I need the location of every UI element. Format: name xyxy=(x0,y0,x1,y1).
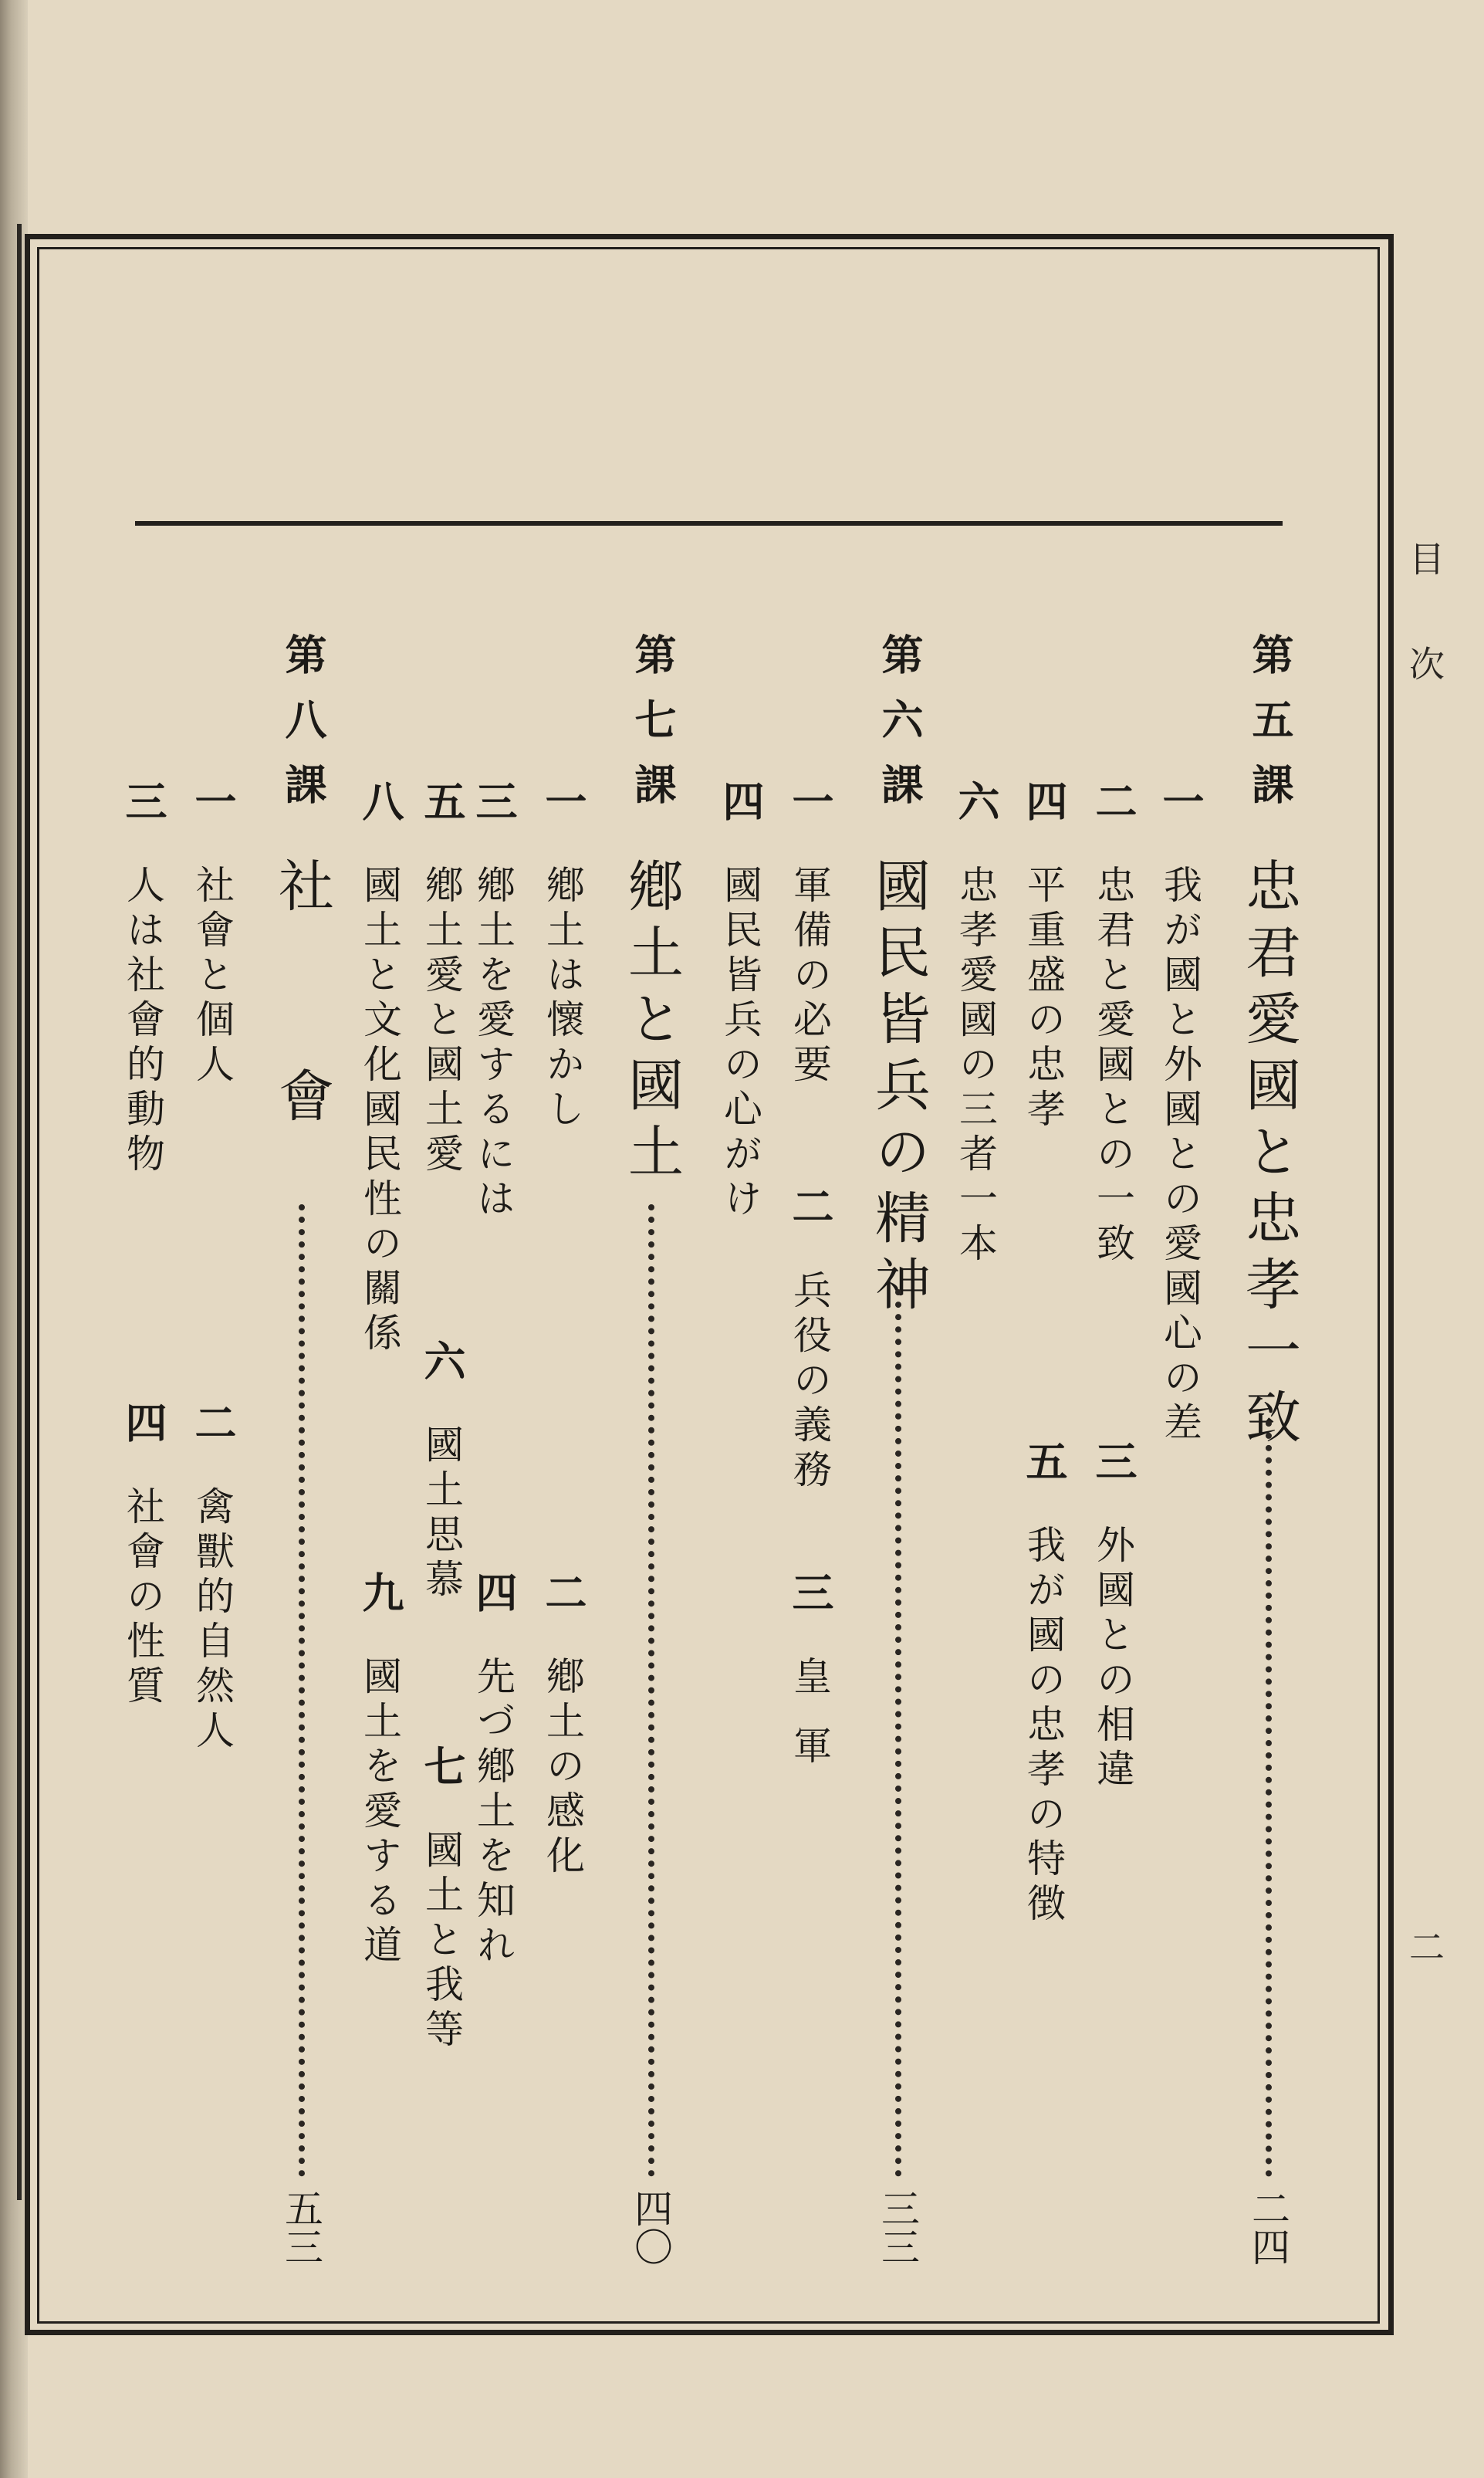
item-text: 鄕土の感化 xyxy=(540,1656,585,1880)
lesson-title: 鄕土と國土 xyxy=(619,857,684,1189)
item-text: 社會の性質 xyxy=(120,1486,165,1710)
item-number: 六 xyxy=(952,780,1000,821)
item-number: 二 xyxy=(786,1185,834,1227)
item-text: 禽獸的自然人 xyxy=(190,1486,235,1755)
lesson-label: 第六課 xyxy=(875,633,924,828)
running-head: 目次 xyxy=(1404,540,1445,750)
lesson-title: 國民皆兵の精神 xyxy=(866,857,931,1322)
lesson-page: 四〇 xyxy=(628,2189,673,2266)
item-text: 忠孝愛國の三者一本 xyxy=(953,865,998,1268)
item-number: 五 xyxy=(417,780,466,821)
item-number: 四 xyxy=(1019,780,1068,821)
item-number: 四 xyxy=(716,780,765,821)
leader-dots xyxy=(648,1204,654,2177)
lesson-page: 三三 xyxy=(875,2189,920,2266)
item-text: 我が國の忠孝の特徴 xyxy=(1021,1525,1066,1928)
item-number: 五 xyxy=(1019,1440,1068,1481)
item-text: 國土を愛する道 xyxy=(357,1656,402,1969)
item-text: 國土と文化國民性の關係 xyxy=(357,865,402,1357)
item-text: 軍備の必要 xyxy=(787,865,832,1088)
item-text: 忠君と愛國との一致 xyxy=(1090,865,1135,1268)
item-number: 三 xyxy=(119,780,167,821)
leader-dots xyxy=(895,1289,901,2177)
binding-edge-line xyxy=(17,224,22,2200)
item-text: 平重盛の忠孝 xyxy=(1021,865,1066,1133)
item-number: 一 xyxy=(1156,780,1205,821)
item-number: 四 xyxy=(469,1571,518,1613)
leader-dots xyxy=(1266,1420,1272,2177)
item-text: 我が國と外國との愛國心の差 xyxy=(1158,865,1202,1447)
item-text: 國民皆兵の心がけ xyxy=(718,865,762,1223)
folio-page-number: 二 xyxy=(1404,1928,1445,1964)
item-number: 三 xyxy=(786,1571,834,1613)
item-number: 三 xyxy=(1089,1440,1138,1481)
lesson-label: 第八課 xyxy=(279,633,327,828)
item-number: 二 xyxy=(539,1571,587,1613)
item-text: 鄕土は懷かし xyxy=(540,865,585,1133)
item-number: 四 xyxy=(119,1401,167,1443)
leader-dots xyxy=(299,1204,305,2177)
item-number: 一 xyxy=(188,780,237,821)
item-number: 七 xyxy=(417,1745,466,1786)
lesson-label: 第五課 xyxy=(1246,633,1294,828)
lesson-page: 二四 xyxy=(1246,2189,1290,2266)
item-text: 國土思慕 xyxy=(419,1424,464,1603)
item-number: 八 xyxy=(356,780,404,821)
top-rule xyxy=(135,521,1283,526)
lesson-page: 五三 xyxy=(279,2189,323,2266)
item-number: 三 xyxy=(469,780,518,821)
item-text: 皇軍 xyxy=(787,1656,832,1795)
item-number: 二 xyxy=(188,1401,237,1443)
item-text: 鄕土愛と國土愛 xyxy=(419,865,464,1178)
lesson-title: 忠君愛國と忠孝一致 xyxy=(1236,857,1301,1454)
lesson-label: 第七課 xyxy=(628,633,677,828)
item-number: 一 xyxy=(786,780,834,821)
item-number: 一 xyxy=(539,780,587,821)
item-number: 九 xyxy=(356,1571,404,1613)
item-text: 社會と個人 xyxy=(190,865,235,1088)
item-text: 先づ鄕土を知れ xyxy=(471,1656,516,1969)
lesson-title: 社會 xyxy=(269,857,334,1277)
item-number: 六 xyxy=(417,1339,466,1381)
item-text: 國土と我等 xyxy=(419,1830,464,2053)
item-number: 二 xyxy=(1089,780,1138,821)
item-text: 鄕土を愛するには xyxy=(471,865,516,1223)
page-gutter-shadow xyxy=(0,0,28,2478)
item-text: 人は社會的動物 xyxy=(120,865,165,1178)
item-text: 兵役の義務 xyxy=(787,1270,832,1494)
item-text: 外國との相違 xyxy=(1090,1525,1135,1793)
